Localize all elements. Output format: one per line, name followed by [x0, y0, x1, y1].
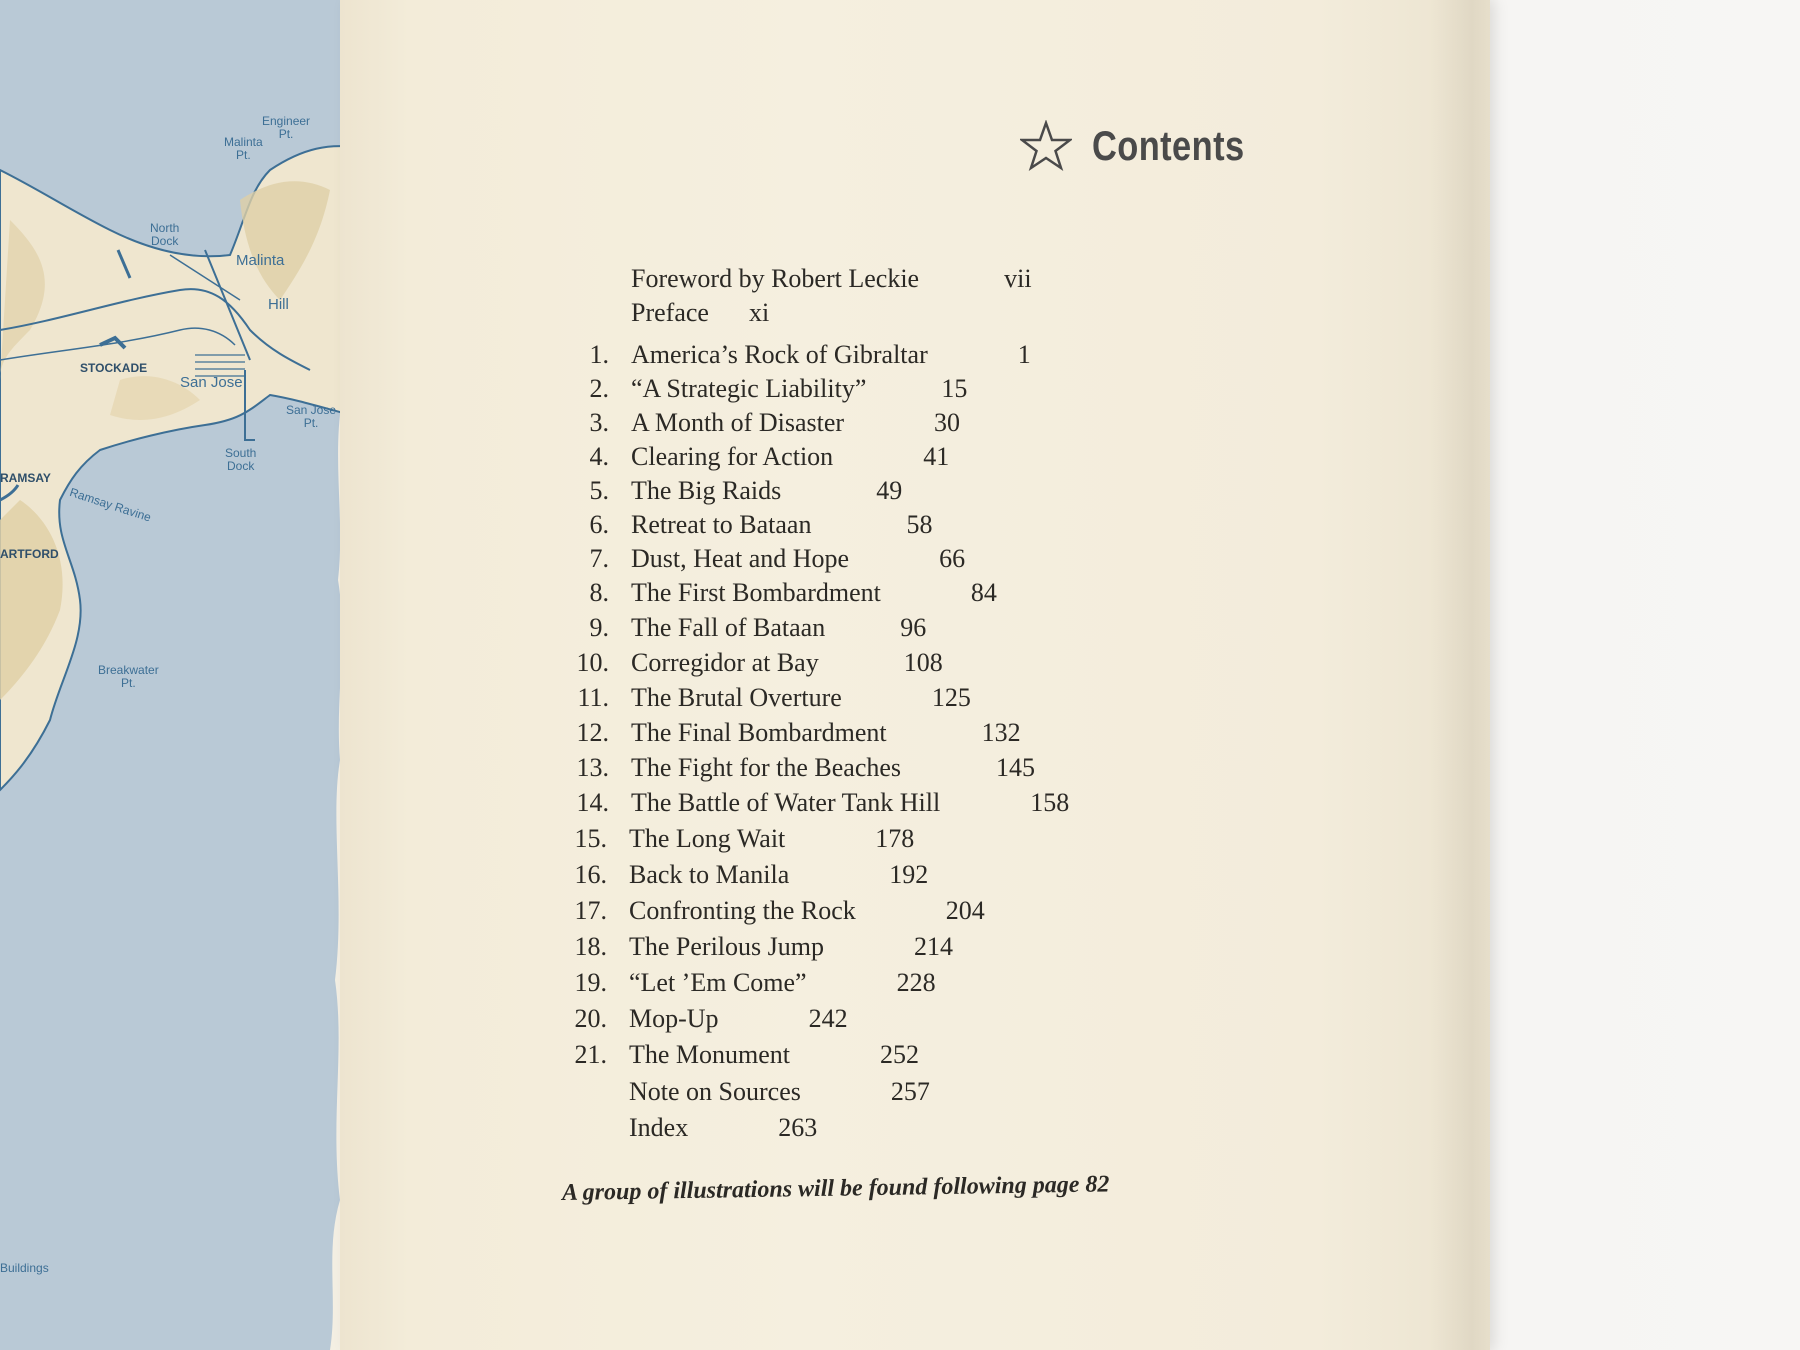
chapter-entry — [576, 646, 943, 680]
chapter-number: 9. — [589, 613, 609, 642]
entry-title: The Final Bombardment — [631, 718, 887, 747]
chapter-entry — [589, 542, 966, 576]
chapter-entry — [589, 576, 997, 610]
chapter-number: 10. — [576, 648, 609, 677]
entry-title: Mop-Up — [629, 1004, 719, 1033]
entry-page-number: 178 — [875, 824, 915, 853]
entry-page-number: 15 — [941, 374, 968, 403]
entry-page-number: 214 — [914, 932, 953, 961]
chapter-entry — [589, 338, 1031, 372]
entry-page-number: 96 — [900, 613, 927, 642]
chapter-entry — [589, 474, 903, 508]
entry-title: The Battle of Water Tank Hill — [631, 788, 941, 817]
entry-title: The Monument — [629, 1040, 791, 1069]
entry-title: Foreword by Robert Leckie — [631, 264, 920, 293]
chapter-entry — [589, 372, 968, 406]
chapter-number: 17. — [574, 896, 607, 925]
chapter-number: 16. — [574, 860, 607, 889]
chapter-entry — [574, 858, 929, 892]
chapter-number: 5. — [589, 476, 609, 505]
chapter-entry — [574, 966, 936, 1000]
entry-title: Index — [629, 1113, 689, 1142]
chapter-entry — [576, 751, 1036, 785]
entry-page-number: 228 — [896, 968, 936, 997]
entry-title: The Fight for the Beaches — [631, 753, 902, 782]
entry-title: Corregidor at Bay — [631, 648, 819, 677]
chapter-number: 6. — [589, 510, 609, 539]
entry-title: America’s Rock of Gibraltar — [631, 340, 928, 369]
entry-page-number: 252 — [880, 1040, 920, 1069]
entry-title: Back to Manila — [629, 860, 790, 889]
map-label-hill: Hill — [268, 296, 289, 313]
entry-title: Retreat to Bataan — [631, 510, 812, 539]
chapter-entry — [574, 894, 985, 928]
entry-page-number: vii — [1004, 264, 1032, 293]
chapter-entry — [589, 611, 927, 645]
chapter-number: 8. — [589, 578, 609, 607]
entry-title: The Long Wait — [629, 824, 786, 853]
front-matter-entry — [631, 262, 1032, 296]
entry-page-number: 192 — [889, 860, 929, 889]
entry-title: The Big Raids — [631, 476, 782, 505]
entry-page-number: 125 — [931, 683, 971, 712]
entry-page-number: 108 — [903, 648, 943, 677]
chapter-number: 11. — [577, 683, 609, 712]
entry-title: Clearing for Action — [631, 442, 834, 471]
map-label-south-dock: South Dock — [225, 446, 257, 473]
entry-page-number: xi — [748, 298, 770, 327]
chapter-entry — [574, 822, 915, 856]
entry-page-number: 257 — [890, 1077, 930, 1106]
entry-page-number: 204 — [945, 896, 985, 925]
map-label-san-jose: San Jose — [180, 374, 243, 391]
chapter-entry — [576, 716, 1021, 750]
back-matter-entry — [629, 1111, 817, 1145]
map-label-breakwater-pt: Breakwater Pt. — [98, 663, 159, 690]
map-label-ramsay: RAMSAY — [0, 471, 51, 485]
entry-title: The Brutal Overture — [631, 683, 842, 712]
map-label-malinta-pt: Malinta Pt. — [224, 135, 263, 162]
chapter-number: 2. — [589, 374, 609, 403]
chapter-entry — [577, 681, 971, 715]
entry-title: The First Bombardment — [631, 578, 881, 607]
chapter-number: 7. — [589, 544, 609, 573]
chapter-entry — [589, 406, 961, 440]
chapter-number: 13. — [576, 753, 609, 782]
chapter-number: 3. — [589, 408, 609, 437]
map-label-engineer-pt: Engineer Pt. — [262, 114, 311, 141]
illustrations-note: A group of illustrations will be found following page 82 — [561, 1171, 1110, 1206]
entry-title: Preface — [631, 298, 709, 327]
entry-page-number: 132 — [981, 718, 1021, 747]
entry-title: The Perilous Jump — [629, 932, 824, 961]
map-label-malinta: Malinta — [236, 252, 285, 269]
entry-title: Note on Sources — [629, 1077, 801, 1106]
entry-page-number: 41 — [923, 442, 950, 471]
chapter-number: 15. — [574, 824, 607, 853]
chapter-number: 12. — [576, 718, 609, 747]
map-label-buildings: Buildings — [0, 1261, 49, 1275]
chapter-entry — [574, 1038, 920, 1072]
map-label-north-dock: North Dock — [150, 221, 180, 248]
entry-title: A Month of Disaster — [631, 408, 845, 437]
entry-page-number: 145 — [996, 753, 1036, 782]
entry-page-number: 263 — [778, 1113, 818, 1142]
chapter-number: 4. — [589, 442, 609, 471]
chapter-entry — [574, 1002, 848, 1036]
entry-page-number: 1 — [1017, 340, 1031, 369]
front-matter-entry — [631, 296, 769, 330]
entry-page-number: 49 — [876, 476, 903, 505]
map-label-ramsay-ravine: Ramsay Ravine — [67, 485, 153, 525]
entry-title: Dust, Heat and Hope — [631, 544, 850, 573]
chapter-entry — [589, 440, 950, 474]
chapter-entry — [574, 930, 953, 964]
chapter-entry — [589, 508, 933, 542]
chapter-number: 18. — [574, 932, 607, 961]
map-label-stockade: STOCKADE — [80, 361, 148, 375]
chapter-number: 20. — [574, 1004, 607, 1033]
entry-title: The Fall of Bataan — [631, 613, 826, 642]
chapter-number: 21. — [574, 1040, 607, 1069]
chapter-number: 1. — [589, 340, 609, 369]
entry-title: “Let ’Em Come” — [629, 968, 807, 997]
page-title: Contents — [1092, 122, 1245, 169]
entry-page-number: 30 — [934, 408, 961, 437]
back-matter-entry — [629, 1075, 930, 1109]
entry-page-number: 158 — [1030, 788, 1070, 817]
entry-page-number: 58 — [906, 510, 933, 539]
chapter-number: 19. — [574, 968, 607, 997]
entry-page-number: 242 — [808, 1004, 848, 1033]
chapter-entry — [576, 786, 1070, 820]
entry-page-number: 66 — [939, 544, 966, 573]
map-label-san-jose-pt: San Jose Pt. — [286, 403, 337, 430]
entry-title: Confronting the Rock — [629, 896, 856, 925]
entry-title: “A Strategic Liability” — [631, 374, 867, 403]
map-label-artford: ARTFORD — [0, 547, 59, 561]
entry-page-number: 84 — [970, 578, 997, 607]
chapter-number: 14. — [576, 788, 609, 817]
